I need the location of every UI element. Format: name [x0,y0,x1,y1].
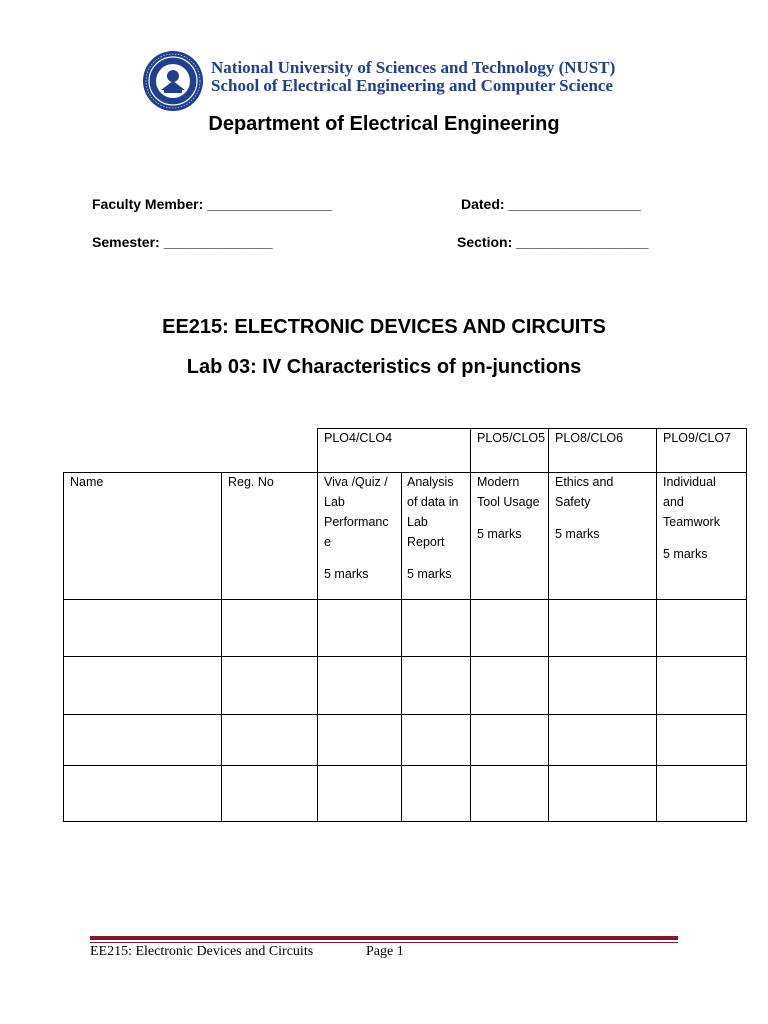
marks-label: 5 marks [324,567,369,581]
university-name: National University of Sciences and Technology (NUST) [211,58,616,77]
marks-label: 5 marks [663,547,708,561]
semester-field: Semester: ______________ [92,234,273,250]
column-header-viva-quiz: Viva /Quiz / Lab Performanc e 5 marks [324,472,389,584]
marks-label: 5 marks [477,527,522,541]
footer-rule-thin [90,942,678,943]
table-row [64,600,746,656]
table-row [64,766,746,821]
group-header-plo9: PLO9/CLO7 [663,431,732,445]
footer-rule [90,936,678,940]
dated-field: Dated: _________________ [461,196,641,212]
column-header-ethics: Ethics and Safety 5 marks [555,472,613,544]
group-header-plo5: PLO5/CLO5 [477,431,546,445]
column-header-reg-no: Reg. No [228,475,274,489]
column-header-modern-tool: Modern Tool Usage 5 marks [477,472,540,544]
faculty-member-field: Faculty Member: ________________ [92,196,332,212]
column-header-name: Name [70,475,104,489]
section-field: Section: _________________ [457,234,649,250]
group-header-plo4: PLO4/CLO4 [324,431,393,445]
column-header-analysis: Analysis of data in Lab Report 5 marks [407,472,458,584]
table-row [64,715,746,765]
department-heading: Department of Electrical Engineering [208,113,560,135]
marks-label: 5 marks [407,567,452,581]
course-title: EE215: ELECTRONIC DEVICES AND CIRCUITS [162,316,606,338]
school-name: School of Electrical Engineering and Computer Science [211,76,613,95]
lab-title: Lab 03: IV Characteristics of pn-junctions [186,356,582,378]
footer-course: EE215: Electronic Devices and Circuits [90,944,314,959]
table-row [64,657,746,714]
column-header-teamwork: Individual and Teamwork 5 marks [663,472,720,564]
footer-page-number: Page 1 [366,944,404,959]
group-header-plo8: PLO8/CLO6 [555,431,624,445]
university-seal-logo [142,50,204,112]
marks-label: 5 marks [555,527,600,541]
